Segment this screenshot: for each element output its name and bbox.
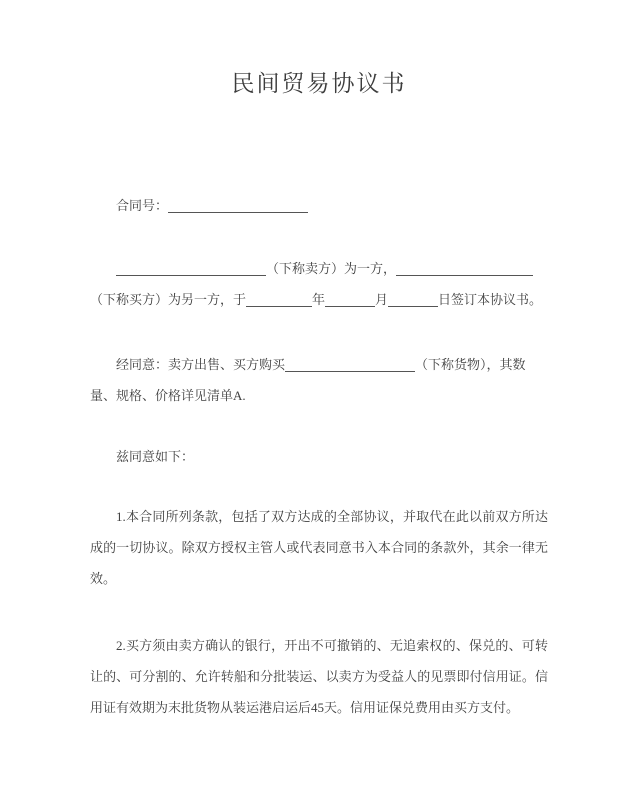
goods-line-2 xyxy=(90,380,548,411)
clause-1: 1.本合同所列条款，包括了双方达成的全部协议，并取代在此以前双方所达成的一切协议。除双方授权主管人或代表同意书入本合同的条款外，其余一律无效。 xyxy=(90,509,548,586)
year-label: 年 xyxy=(312,292,326,307)
month-blank xyxy=(325,294,375,307)
clause-2: 2.买方须由卖方确认的银行，开出不可撤销的、无追索权的、保兑的、可转让的、可分割的、允许转船和分批装运、以卖方为受益人的见票即付信用证。信用证有效期为末批货物从装运港启运后45天。信用证保兑费用由买方支付。 xyxy=(90,638,548,715)
parties-line-1 xyxy=(90,253,548,284)
goods-suffix-text: （下称货物），其数 xyxy=(415,357,526,372)
contract-no-blank xyxy=(168,200,308,213)
goods-name-blank xyxy=(285,359,415,372)
goods-line2-text: 量、规格、价格详见清单A. xyxy=(90,388,246,403)
paragraph-parties xyxy=(90,253,548,315)
document-title: 民间贸易协议书 xyxy=(231,71,407,96)
parties-line-2 xyxy=(90,284,548,315)
goods-prefix-text: 经同意：卖方出售、买方购买 xyxy=(116,357,286,372)
contract-no-label: 合同号： xyxy=(116,198,169,213)
year-blank xyxy=(246,294,312,307)
seller-name-blank xyxy=(116,263,266,276)
day-blank xyxy=(388,294,438,307)
agree-intro-line xyxy=(90,441,548,472)
paragraph-goods xyxy=(90,349,548,411)
contract-no-line xyxy=(90,191,548,221)
goods-line-1 xyxy=(90,349,548,380)
month-label: 月 xyxy=(375,292,389,307)
buyer-prefix-text: （下称买方）为另一方，于 xyxy=(90,292,247,307)
agree-intro-text: 兹同意如下： xyxy=(116,449,195,464)
buyer-name-blank xyxy=(396,263,533,276)
day-suffix-text: 日签订本协议书。 xyxy=(438,292,543,307)
seller-suffix-text: （下称卖方）为一方， xyxy=(266,261,397,276)
